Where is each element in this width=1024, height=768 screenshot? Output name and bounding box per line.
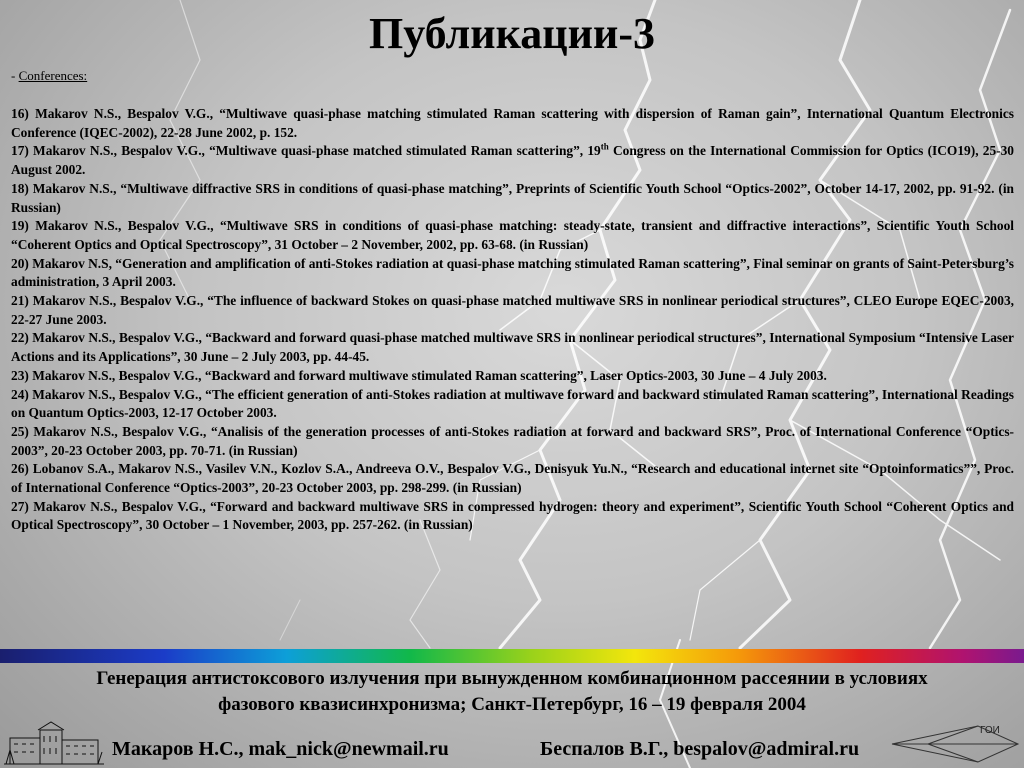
section-dash: - xyxy=(11,68,19,83)
reference-item: 25) Makarov N.S., Bespalov V.G., “Analisis of the generation processes of anti-Stokes radiation at forward and backward SRS”, Proc. of International Conference “Optics-2003”, 20-23 October 2003, pp. 70-71. (in Russian) xyxy=(11,423,1014,458)
reference-item: 27) Makarov N.S., Bespalov V.G., “Forward and backward multiwave SRS in compressed hydrogen: theory and experiment”, Scientific Youth School “Coherent Optics and Optical Spectroscopy”, 30 October – 1 November, 2003, pp. 257-262. (in Russian) xyxy=(11,498,1014,533)
footer-line-1: Генерация антистоксового излучения при вынужденном комбинационном рассеянии в условиях xyxy=(96,668,928,689)
footer-line-2: фазового квазисинхронизма; Санкт-Петербург, 16 – 19 февраля 2004 xyxy=(218,694,806,715)
reference-item: 20) Makarov N.S, “Generation and amplification of anti-Stokes radiation at quasi-phase matching stimulated Raman scattering”, Final seminar on grants of Saint-Petersburg’s administration, 3 April 2003. xyxy=(11,255,1014,290)
rainbow-divider xyxy=(0,649,1024,663)
reference-item: 19) Makarov N.S., Bespalov V.G., “Multiwave SRS in conditions of quasi-phase matching: steady-state, transient and diffractive interactions”, Scientific Youth School “Coherent Optics and Optical Spectroscopy”, 31 October – 2 November, 2002, pp. 63-68. (in Russian) xyxy=(11,218,1014,252)
reference-text: 17) Makarov N.S., Bespalov V.G., “Multiwave quasi-phase matched stimulated Raman scattering”, 19 xyxy=(11,143,601,159)
page-title: Публикации-3 xyxy=(369,9,655,58)
reference-item: 22) Makarov N.S., Bespalov V.G., “Backward and forward quasi-phase matched multiwave SRS in nonlinear periodical structures”, International Symposium “Intensive Laser Actions and its Applications”, 30 June – 2 July 2003, pp. 44-45. xyxy=(11,330,1014,365)
reference-item: 18) Makarov N.S., “Multiwave diffractive SRS in conditions of quasi-phase matching”, Preprints of Scientific Youth School “Optics-2002”, October 14-17, 2002, pp. 91-92. (in Russian) xyxy=(11,180,1014,215)
reference-item: 16) Makarov N.S., Bespalov V.G., “Multiwave quasi-phase matching stimulated Raman scattering with dispersion of Raman gain”, International Quantum Electronics Conference (IQEC-2002), 22-28 June 2002, p. 152. xyxy=(11,106,1014,140)
reference-item: 24) Makarov N.S., Bespalov V.G., “The efficient generation of anti-Stokes radiation at multiwave forward and backward stimulated Raman scattering”, International Readings on Quantum Optics-2003, 12-17 October 2003. xyxy=(11,386,1014,421)
author-1-contact: Макаров Н.С., mak_nick@newmail.ru xyxy=(112,738,449,760)
reference-item xyxy=(11,142,1014,179)
authors-line xyxy=(0,738,1024,764)
reference-item: 23) Makarov N.S., Bespalov V.G., “Backward and forward multiwave stimulated Raman scattering”, Laser Optics-2003, 30 June – 4 July 2003. xyxy=(11,367,827,383)
goi-logo-text: ГОИ xyxy=(980,725,1000,736)
reference-item: 21) Makarov N.S., Bespalov V.G., “The influence of backward Stokes on quasi-phase matched multiwave SRS in nonlinear periodical structures”, CLEO Europe EQEC-2003, 22-27 June 2003. xyxy=(11,293,1014,327)
reference-list xyxy=(11,105,1014,535)
reference-superscript: th xyxy=(600,141,609,152)
reference-item: 26) Lobanov S.A., Makarov N.S., Vasilev V.N., Kozlov S.A., Andreeva O.V., Bespalov V.G., Denisyuk Yu.N., “Research and educational internet site “Optoinformatics””, Proc. of International Conference “Optics-2003”, 20-23 October 2003, pp. 298-299. (in Russian) xyxy=(11,461,1014,496)
footer-caption xyxy=(0,666,1024,718)
reference-text: Congress on the International Commission for Optics (ICO19), 25-30 August 2002. xyxy=(11,143,1014,178)
section-heading xyxy=(11,68,87,84)
author-2-contact: Беспалов В.Г., bespalov@admiral.ru xyxy=(540,738,860,760)
section-label: Conferences: xyxy=(18,68,88,83)
